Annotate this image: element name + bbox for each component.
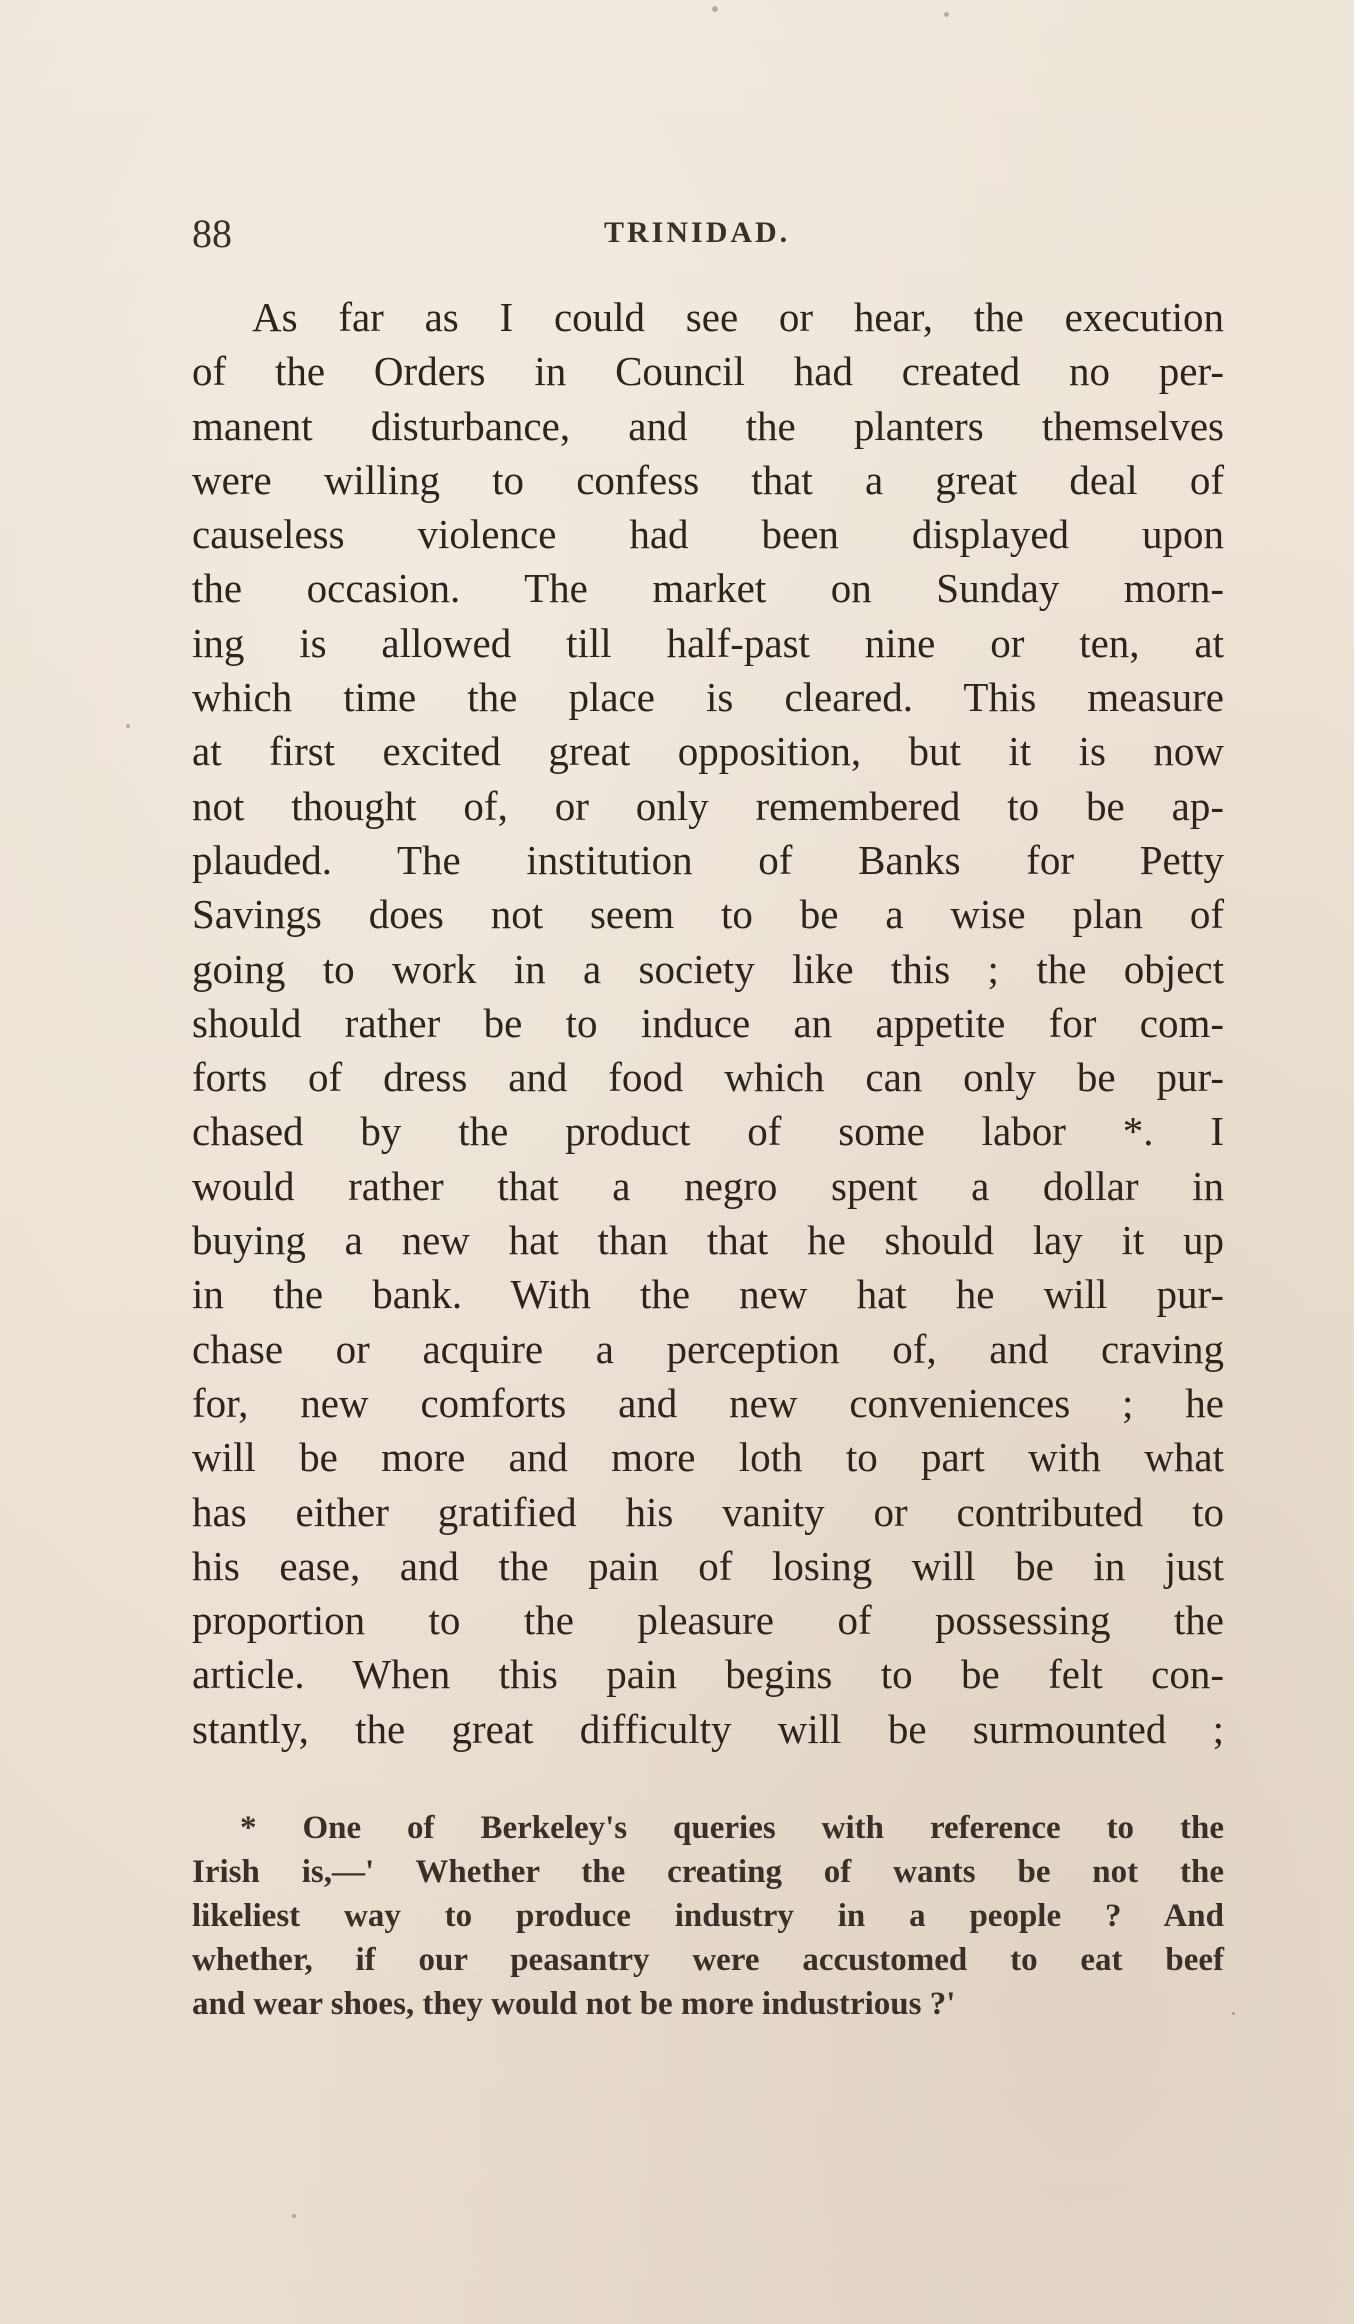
paper-speck xyxy=(712,6,718,12)
footnote-line: Irish is,—' Whether the creating of wants be not the xyxy=(192,1854,1224,1890)
text-line: which time the place is cleared. This measure xyxy=(192,674,1224,721)
text-line: would rather that a negro spent a dollar in xyxy=(192,1162,1224,1209)
text-line: has either gratified his vanity or contributed to xyxy=(192,1488,1224,1535)
text-line: should rather be to induce an appetite for com- xyxy=(192,999,1224,1046)
footnote-line: and wear shoes, they would not be more industrious ?' xyxy=(192,1986,956,2022)
footnote-line: whether, if our peasantry were accustomed to eat beef xyxy=(192,1942,1224,1978)
text-line: his ease, and the pain of losing will be in just xyxy=(192,1542,1224,1589)
footnote xyxy=(192,1806,1224,2026)
paper-speck xyxy=(1232,2012,1235,2015)
paper-speck xyxy=(126,724,130,728)
running-head: TRINIDAD. xyxy=(604,216,791,249)
main-text xyxy=(192,290,1224,1756)
text-line: in the bank. With the new hat he will pur- xyxy=(192,1271,1224,1318)
text-line: chased by the product of some labor *. I xyxy=(192,1108,1224,1155)
text-line: chase or acquire a perception of, and craving xyxy=(192,1325,1224,1372)
text-line: manent disturbance, and the planters themselves xyxy=(192,402,1224,449)
text-line: for, new comforts and new conveniences ; he xyxy=(192,1379,1224,1426)
footnote-line: likeliest way to produce industry in a people ? And xyxy=(192,1898,1224,1934)
footnote-line: * One of Berkeley's queries with reference to the xyxy=(240,1810,1224,1846)
text-line: at first excited great opposition, but it is now xyxy=(192,728,1224,775)
page-header xyxy=(192,210,1222,270)
paper-speck xyxy=(292,2214,296,2218)
text-line: of the Orders in Council had created no per- xyxy=(192,348,1224,395)
text-line: causeless violence had been displayed upon xyxy=(192,511,1224,558)
text-line: stantly, the great difficulty will be surmounted ; xyxy=(192,1705,1224,1752)
text-line: buying a new hat than that he should lay it up xyxy=(192,1217,1224,1264)
text-line: not thought of, or only remembered to be ap- xyxy=(192,782,1224,829)
text-line: the occasion. The market on Sunday morn- xyxy=(192,565,1224,612)
text-line: As far as I could see or hear, the execution xyxy=(252,294,1224,340)
text-line: proportion to the pleasure of possessing the xyxy=(192,1597,1224,1644)
text-line: article. When this pain begins to be felt con- xyxy=(192,1651,1224,1698)
text-line: will be more and more loth to part with what xyxy=(192,1434,1224,1481)
text-line: were willing to confess that a great deal of xyxy=(192,456,1224,503)
text-line: forts of dress and food which can only be pur- xyxy=(192,1054,1224,1101)
text-line: ing is allowed till half-past nine or ten, at xyxy=(192,619,1224,666)
paper-speck xyxy=(944,12,949,17)
text-line: plauded. The institution of Banks for Petty xyxy=(192,836,1224,883)
page-number: 88 xyxy=(192,211,232,256)
text-line: going to work in a society like this ; the object xyxy=(192,945,1224,992)
text-line: Savings does not seem to be a wise plan of xyxy=(192,891,1224,938)
